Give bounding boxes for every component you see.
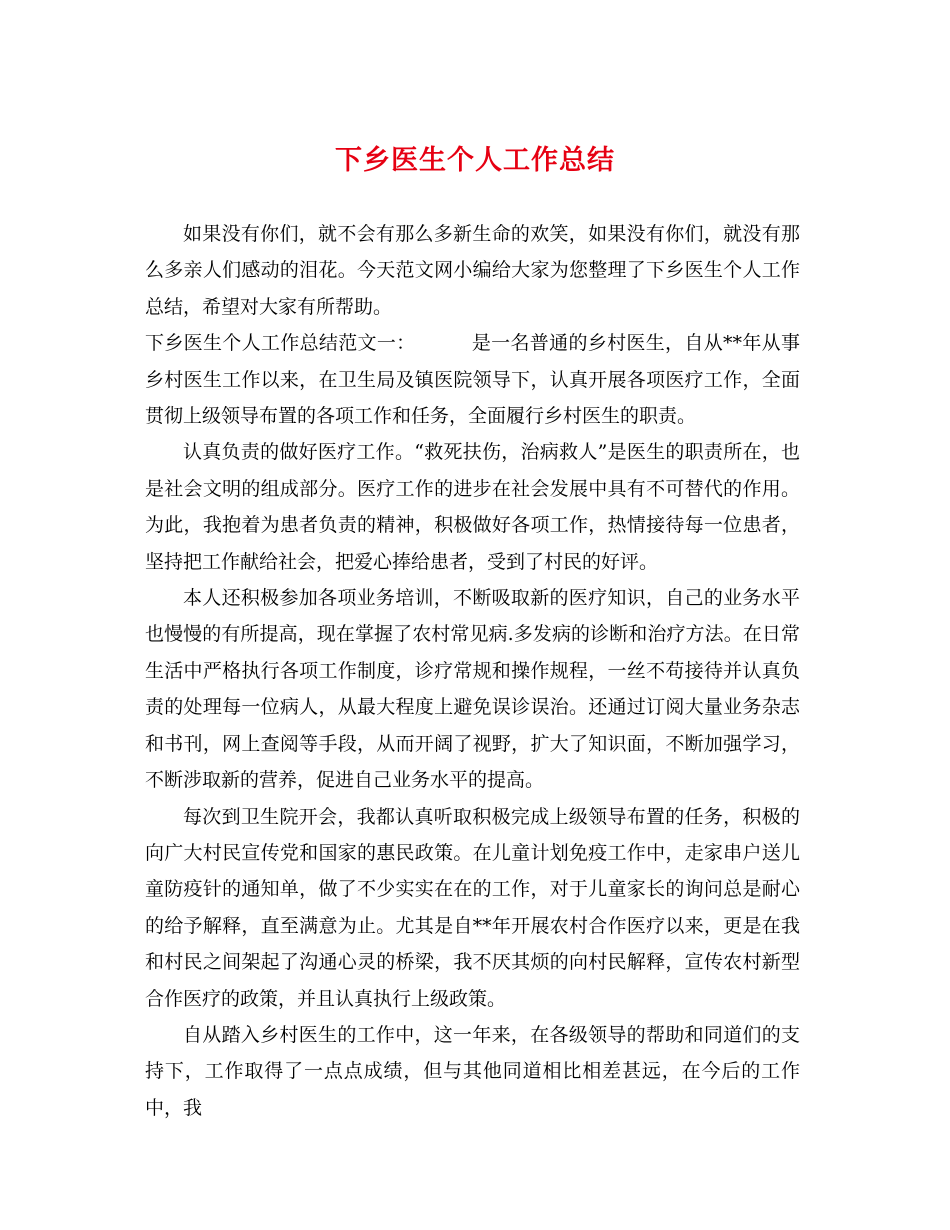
body-paragraph-3: 每次到卫生院开会，我都认真听取积极完成上级领导布置的任务，积极的向广大村民宣传党和国家的惠民政策。在儿童计划免疫工作中，走家串户送儿童防疫针的通知单，做了不少实实在在的工作，对于儿童家长的询问总是耐心的给予解释，直至满意为止。尤其是自**年开展农村合作医疗以来，更是在我和村民之间架起了沟通心灵的桥梁，我不厌其烦的向村民解释，宣传农村新型合作医疗的政策，并且认真执行上级政策。 — [145, 805, 800, 1010]
document-title: 下乡医生个人工作总结 — [335, 145, 615, 176]
section-paragraph — [145, 325, 800, 434]
document-body — [145, 216, 800, 1126]
intro-paragraph: 如果没有你们，就不会有那么多新生命的欢笑，如果没有你们，就没有那么多亲人们感动的泪花。今天范文网小编给大家为您整理了下乡医生个人工作总结，希望对大家有所帮助。 — [145, 223, 800, 318]
section-first-text: 是一名普通的乡村医生，自从**年从事乡村医生工作以来，在卫生局及镇医院领导下，认真开展各项医疗工作，全面贯彻上级领导布置的各项工作和任务，全面履行乡村医生的职责。 — [145, 332, 800, 428]
body-paragraph-4: 自从踏入乡村医生的工作中，这一年来，在各级领导的帮助和同道们的支持下，工作取得了一点点成绩，但与其他同道相比相差甚远，在今后的工作中，我 — [145, 1023, 800, 1119]
section-label: 下乡医生个人工作总结范文一： — [145, 332, 416, 355]
body-paragraph-1: 认真负责的做好医疗工作。“救死扶伤，治病救人”是医生的职责所在，也是社会文明的组成部分。医疗工作的进步在社会发展中具有不可替代的作用。为此，我抱着为患者负责的精神，积极做好各项工作，热情接待每一位患者，坚持把工作献给社会，把爱心捧给患者，受到了村民的好评。 — [145, 441, 800, 573]
body-paragraph-2: 本人还积极参加各项业务培训，不断吸取新的医疗知识，自己的业务水平也慢慢的有所提高，现在掌握了农村常见病.多发病的诊断和治疗方法。在日常生活中严格执行各项工作制度，诊疗常规和操作规程，一丝不苟接待并认真负责的处理每一位病人，从最大程度上避免误诊误治。还通过订阅大量业务杂志和书刊，网上查阅等手段，从而开阔了视野，扩大了知识面，不断加强学习，不断涉取新的营养，促进自己业务水平的提高。 — [145, 587, 800, 792]
